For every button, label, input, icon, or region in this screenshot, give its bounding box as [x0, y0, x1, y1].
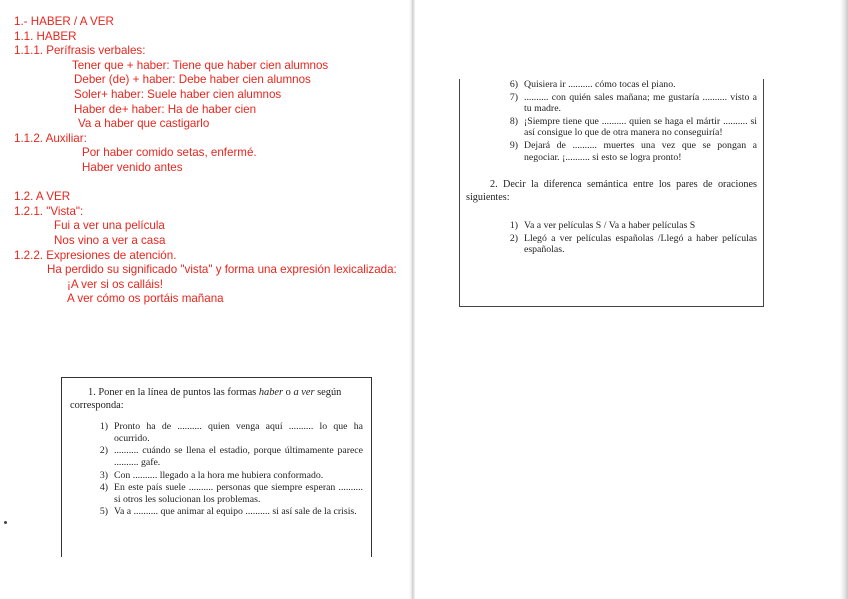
- exercise-2-items: [466, 220, 757, 256]
- exercise-1-items: [70, 421, 363, 518]
- exercise-item: 4) En este país suele .......... personas que siempre esperan .......... si otros les solucionan los problemas.: [99, 482, 363, 505]
- red-notes: [14, 15, 397, 307]
- note-explanation: Ha perdido su significado "vista" y forma una expresión lexicalizada:: [47, 263, 397, 277]
- note-subsection-atencion: 1.2.2. Expresiones de atención.: [14, 248, 177, 262]
- note-example: Haber venido antes: [82, 160, 183, 174]
- note-example: Nos vino a ver a casa: [54, 233, 166, 247]
- note-example: Haber de+ haber: Ha de haber cien: [74, 102, 257, 116]
- note-example: Fui a ver una película: [54, 219, 165, 233]
- exercise-item: 1) Va a ver películas S / Va a haber películas S: [509, 219, 696, 231]
- page-fold: [409, 0, 415, 599]
- note-example: ¡A ver si os calláis!: [67, 277, 163, 291]
- note-section-aver: 1.2. A VER: [14, 190, 71, 204]
- exercise-2-heading: 2. Decir la diferenca semántica entre los pares de oraciones siguientes:: [466, 179, 757, 203]
- exercise-item: 6) Quisiera ir .......... cómo tocas el piano.: [509, 79, 676, 90]
- exercise-1-heading: 1. Poner en la línea de puntos las formas haber o a ver según corresponda:: [70, 387, 342, 411]
- exercise-item: 2) Llegó a ver películas españolas /Llegó a haber películas españolas.: [509, 232, 757, 256]
- note-example: Tener que + haber: Tiene que haber cien alumnos: [72, 58, 329, 72]
- exercise-item: 1) Pronto ha de .......... quien venga aquí .......... lo que ha ocurrido.: [99, 421, 363, 444]
- exercise-item: 9) Dejará de .......... muertes una vez que se pongan a negociar. ¡.......... si esto se logra pronto!: [509, 139, 757, 163]
- exercise-1-box: [61, 377, 372, 557]
- exercise-item: 2) .......... cuándo se llena el estadio, porque últimamente parece .......... gafe.: [99, 445, 363, 468]
- page-edge: [840, 0, 848, 599]
- note-example: Va a haber que castigarlo: [78, 117, 210, 131]
- exercise-continuation-box: [459, 79, 764, 307]
- note-subsection-perifrasis: 1.1.1. Perífrasis verbales:: [14, 44, 146, 58]
- note-example: Deber (de) + haber: Debe haber cien alumnos: [74, 73, 311, 87]
- note-section-haber: 1.1. HABER: [14, 29, 77, 43]
- exercise-1-continued-items: [466, 79, 757, 163]
- note-example: Soler+ haber: Suele haber cien alumnos: [74, 87, 282, 101]
- exercise-item: 8) ¡Siempre tiene que .......... quien se haga el mártir .......... si así consigue lo que de otra manera no conseguiría!: [509, 115, 757, 139]
- note-subsection-vista: 1.2.1. "Vista":: [14, 204, 84, 218]
- note-subsection-auxiliar: 1.1.2. Auxiliar:: [14, 131, 87, 145]
- exercise-item: 3) Con .......... llegado a la hora me hubiera conformado.: [99, 469, 324, 481]
- note-title: 1.- HABER / A VER: [14, 15, 114, 28]
- exercise-item: 5) Va a .......... que animar al equipo .......... si así sale de la crisis.: [99, 506, 357, 518]
- note-example: A ver cómo os portáis mañana: [67, 292, 224, 306]
- scan-speck: [4, 521, 7, 524]
- note-example: Por haber comido setas, enfermé.: [82, 146, 257, 160]
- exercise-item: 7) .......... con quién sales mañana; me gustaría .......... visto a tu madre.: [509, 91, 757, 115]
